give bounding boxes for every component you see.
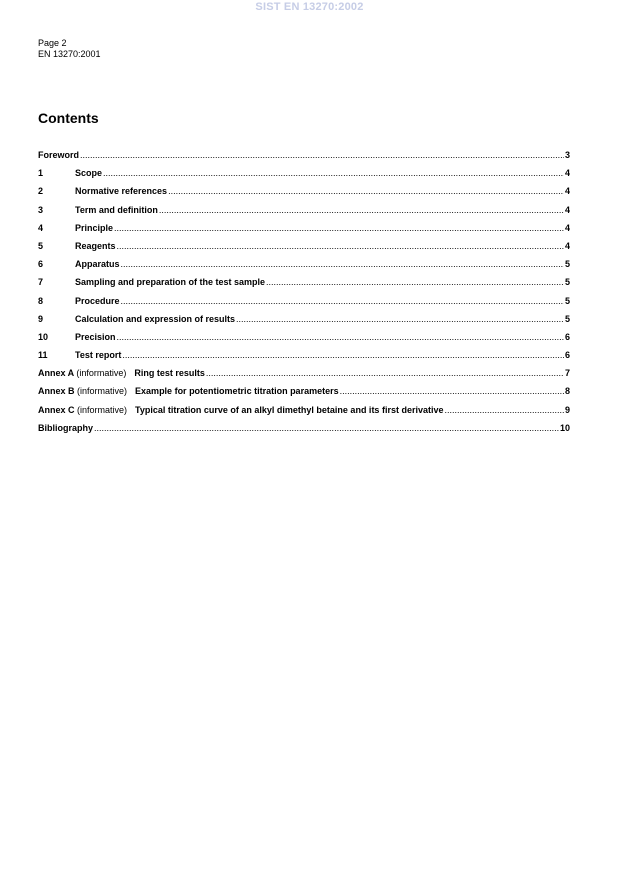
toc-number: 7 (38, 277, 44, 288)
toc-entry-calculation[interactable] (38, 313, 570, 331)
annex-id: Annex B (38, 386, 75, 397)
toc-title: Bibliography (38, 422, 94, 433)
toc-page: 4 (564, 240, 570, 251)
dot-leader (122, 349, 564, 362)
toc-number: 9 (38, 313, 44, 324)
dot-leader (266, 276, 564, 289)
annex-id: Annex A (38, 368, 74, 379)
toc-title: Calculation and expression of results (75, 313, 236, 324)
dot-leader (159, 204, 564, 217)
standard-number: EN 13270:2001 (38, 49, 101, 59)
toc-title: Foreword (38, 150, 80, 160)
table-of-contents (38, 149, 570, 440)
toc-title: Precision (75, 331, 116, 342)
toc-number: 11 (38, 350, 48, 361)
toc-entry-normative-references[interactable] (38, 185, 570, 203)
toc-entry-reagents[interactable] (38, 240, 570, 258)
annex-label (38, 385, 127, 398)
dot-leader (94, 422, 559, 435)
dot-leader (444, 404, 564, 417)
toc-page: 8 (564, 386, 570, 397)
toc-entry-procedure[interactable] (38, 295, 570, 313)
toc-page: 4 (564, 168, 570, 179)
annex-note: (informative) (77, 386, 128, 397)
toc-title: Term and definition (75, 204, 158, 215)
toc-title: Apparatus (75, 259, 120, 270)
annex-label (38, 367, 126, 380)
toc-number: 3 (38, 204, 44, 215)
dot-leader (80, 149, 564, 162)
toc-entry-precision[interactable] (38, 331, 570, 349)
toc-entry-sampling[interactable] (38, 276, 570, 294)
contents-title: Contents (38, 110, 99, 126)
dot-leader (121, 295, 564, 308)
page-header (38, 38, 101, 60)
dot-leader (117, 240, 564, 253)
toc-page: 9 (564, 404, 570, 415)
page-number: Page 2 (38, 38, 67, 48)
toc-number: 6 (38, 259, 44, 270)
toc-entry-test-report[interactable] (38, 349, 570, 367)
toc-page: 5 (564, 277, 570, 288)
toc-title: Test report (75, 350, 122, 361)
toc-title: Procedure (75, 295, 120, 306)
toc-number: 2 (38, 186, 44, 197)
dot-leader (114, 222, 564, 235)
watermark: SIST EN 13270:2002 (255, 1, 364, 13)
toc-page: 6 (564, 331, 570, 342)
toc-title: Normative references (75, 186, 168, 197)
toc-entry-principle[interactable] (38, 222, 570, 240)
toc-entry-annex-a[interactable] (38, 367, 570, 385)
dot-leader (121, 258, 564, 271)
toc-number: 5 (38, 240, 44, 251)
dot-leader (340, 385, 564, 398)
toc-title: Reagents (75, 240, 116, 251)
toc-title: Example for potentiometric titration parameters (135, 386, 339, 397)
toc-entry-apparatus[interactable] (38, 258, 570, 276)
toc-title: Principle (75, 222, 114, 233)
annex-note: (informative) (77, 404, 128, 415)
dot-leader (117, 331, 564, 344)
dot-leader (168, 185, 564, 198)
toc-page: 4 (564, 186, 570, 197)
toc-number: 1 (38, 168, 44, 179)
toc-page: 3 (564, 150, 570, 160)
toc-number: 8 (38, 295, 44, 306)
toc-number: 4 (38, 222, 44, 233)
toc-page: 6 (564, 350, 570, 361)
dot-leader (236, 313, 564, 326)
annex-note: (informative) (76, 368, 127, 379)
annex-id: Annex C (38, 404, 75, 415)
dot-leader (103, 167, 564, 180)
toc-page: 5 (564, 295, 570, 306)
toc-number: 10 (38, 331, 49, 342)
toc-entry-term-and-definition[interactable] (38, 204, 570, 222)
toc-entry-annex-b[interactable] (38, 385, 570, 403)
toc-title: Scope (75, 168, 103, 179)
toc-title: Typical titration curve of an alkyl dimethyl betaine and its first derivative (135, 404, 444, 415)
toc-entry-bibliography[interactable] (38, 422, 570, 440)
toc-entry-foreword[interactable] (38, 149, 570, 167)
toc-page: 5 (564, 259, 570, 270)
toc-page: 7 (564, 368, 570, 379)
toc-title: Ring test results (134, 368, 205, 379)
toc-page: 4 (564, 222, 570, 233)
toc-page: 10 (559, 422, 570, 433)
toc-entry-scope[interactable] (38, 167, 570, 185)
toc-page: 4 (564, 204, 570, 215)
toc-title: Sampling and preparation of the test sample (75, 277, 266, 288)
annex-label (38, 404, 127, 417)
toc-entry-annex-c[interactable] (38, 404, 570, 422)
dot-leader (206, 367, 564, 380)
toc-page: 5 (564, 313, 570, 324)
